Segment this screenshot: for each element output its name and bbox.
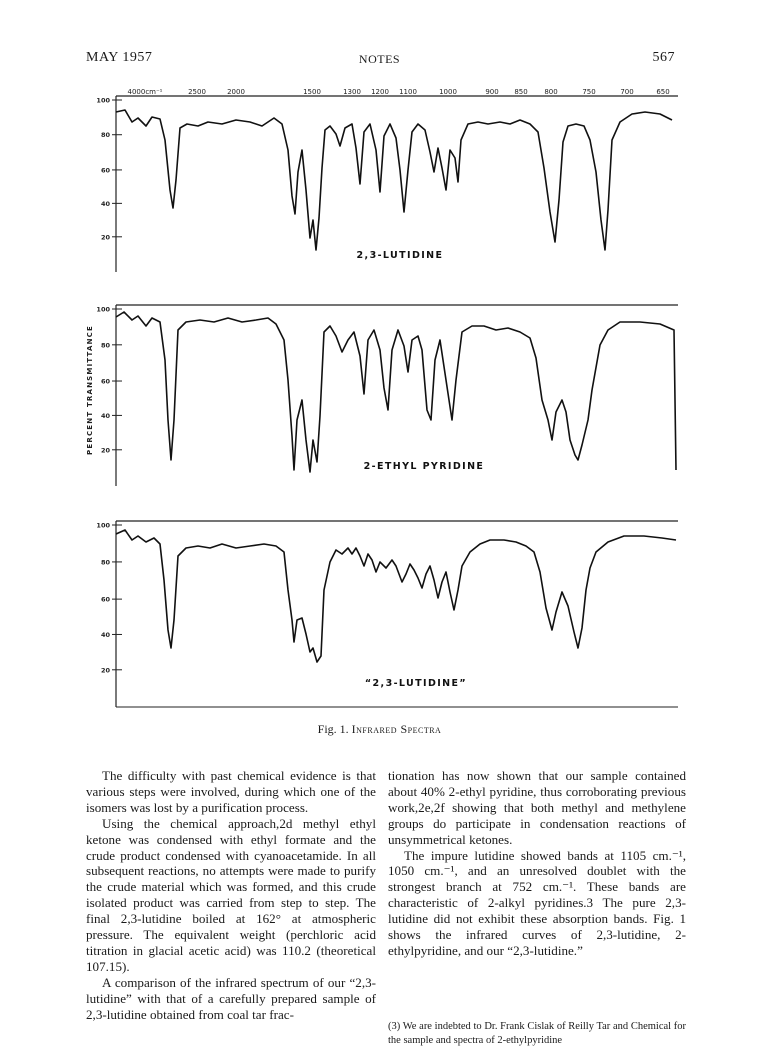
wavenumber-tick-label: 800 <box>544 88 558 96</box>
wavenumber-tick-label: 1300 <box>343 88 361 96</box>
spectrum-curve <box>116 110 672 250</box>
figure-caption-title: Infrared Spectra <box>351 722 442 736</box>
figure-caption-prefix: Fig. 1. <box>317 722 349 736</box>
spectrum-panel <box>96 305 678 486</box>
y-axis-label: PERCENT TRANSMITTANCE <box>86 325 94 455</box>
running-header-date: MAY 1957 <box>86 50 153 65</box>
y-tick-label: 80 <box>100 558 110 567</box>
y-tick-label: 100 <box>96 305 110 314</box>
spectrum-curve <box>116 530 676 662</box>
wavenumber-axis <box>128 88 670 96</box>
spectrum-panel <box>96 96 678 272</box>
y-tick-label: 100 <box>96 96 110 105</box>
y-tick-label: 60 <box>100 377 110 386</box>
wavenumber-tick-label: 850 <box>514 88 528 96</box>
wavenumber-tick-label: 1100 <box>399 88 417 96</box>
paragraph: A comparison of the infrared spectrum of our “2,3-lutidine” with that of a carefully prepared sample of 2,3-lutidine obtained from coal tar frac- <box>86 974 376 1022</box>
paragraph: The impure lutidine showed bands at 1105 cm.⁻¹, 1050 cm.⁻¹, and an unresolved doublet with the strongest branch at 752 cm.⁻¹. These bands are characteristic of 2-alkyl pyridines.3 The pure 2,3-lutidine did not exhibit these absorption bands. Fig. 1 shows the infrared curves of 2,3-lutidine, 2-ethylpyridine, and our “2,3-lutidine.” <box>388 847 686 958</box>
right-column <box>388 768 686 959</box>
running-header-section: NOTES <box>358 52 401 66</box>
spectrum-curve <box>116 312 676 472</box>
y-tick-label: 20 <box>100 233 110 242</box>
wavenumber-tick-label: 1000 <box>439 88 457 96</box>
left-column <box>86 768 376 1023</box>
y-tick-label: 80 <box>100 131 110 140</box>
wavenumber-tick-label: 1500 <box>303 88 321 96</box>
y-tick-label: 20 <box>100 446 110 455</box>
spectrum-label: 2,3-LUTIDINE <box>356 250 444 261</box>
wavenumber-tick-label: 4000cm⁻¹ <box>127 88 163 96</box>
spectrum-label: 2-ETHYL PYRIDINE <box>363 461 485 472</box>
wavenumber-tick-label: 650 <box>656 88 670 96</box>
page-number: 567 <box>652 50 675 65</box>
y-tick-label: 40 <box>100 630 110 639</box>
paragraph: tionation has now shown that our sample contained about 40% 2-ethyl pyridine, thus corroborating previous work,2e,2f showing that both methyl and methylene groups do participate in condensation reactions of unsymmetrical ketones. <box>388 768 686 847</box>
y-tick-label: 40 <box>100 411 110 420</box>
footnote: (3) We are indebted to Dr. Frank Cislak of Reilly Tar and Chemical for the sample and spectra of 2-ethylpyridine <box>388 1021 686 1046</box>
y-tick-label: 80 <box>100 341 110 350</box>
wavenumber-tick-label: 700 <box>620 88 634 96</box>
wavenumber-tick-label: 750 <box>582 88 596 96</box>
y-tick-label: 60 <box>100 166 110 175</box>
wavenumber-tick-label: 1200 <box>371 88 389 96</box>
y-tick-label: 20 <box>100 666 110 675</box>
spectrum-label: “2,3-LUTIDINE” <box>364 678 468 689</box>
wavenumber-tick-label: 2000 <box>227 88 245 96</box>
paragraph: Using the chemical approach,2d methyl ethyl ketone was condensed with ethyl formate and the crude product condensed with cyanoacetamide. In all subsequent reactions, no attempts were made to purify the crude material which was formed, and this crude isolated product was carried from step to step. The final 2,3-lutidine boiled at 162° at atmospheric pressure. The equivalent weight (perchloric acid titration in glacial acetic acid) was 110.2 (theoretical 107.15). <box>86 815 376 974</box>
y-tick-label: 40 <box>100 199 110 208</box>
spectrum-panel <box>96 521 678 707</box>
wavenumber-tick-label: 900 <box>485 88 499 96</box>
wavenumber-tick-label: 2500 <box>188 88 206 96</box>
y-tick-label: 60 <box>100 595 110 604</box>
y-tick-label: 100 <box>96 521 110 530</box>
figure-caption <box>0 722 759 737</box>
paragraph: The difficulty with past chemical evidence is that various steps were involved, during which one of the isomers was lost by a purification process. <box>86 768 376 815</box>
